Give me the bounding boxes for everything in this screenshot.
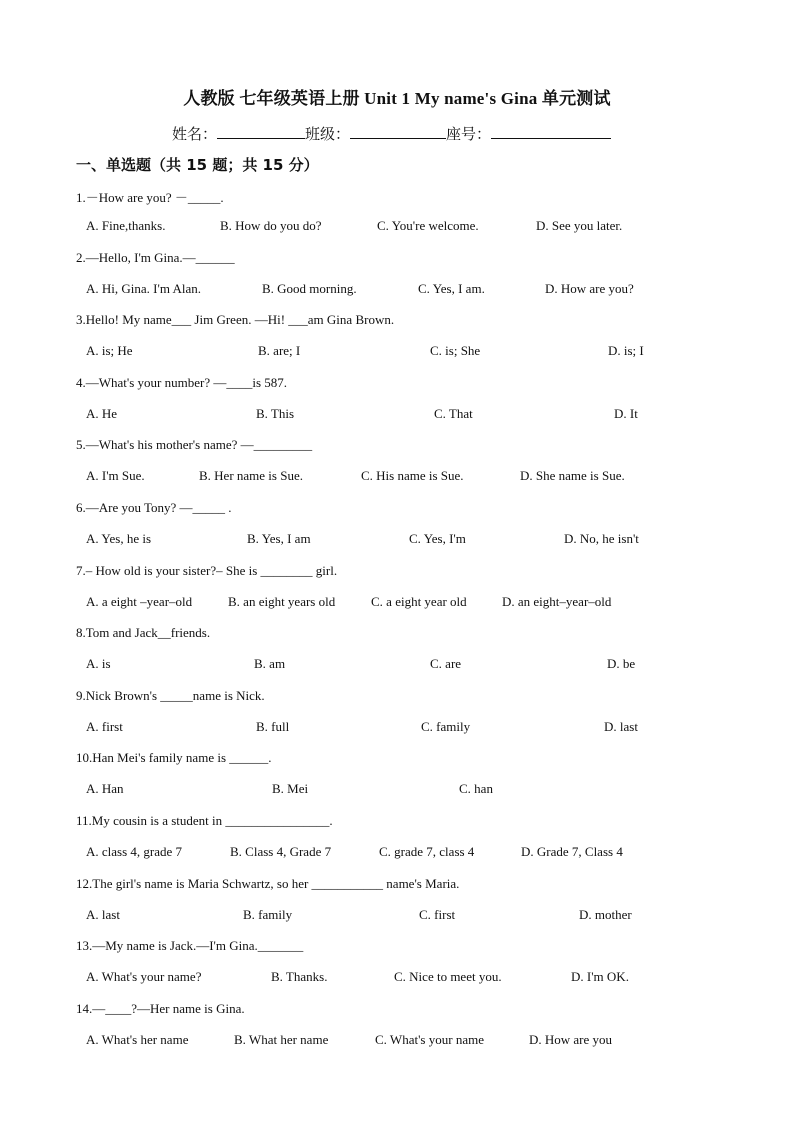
answer-option: C. Nice to meet you. (394, 969, 502, 984)
seat-blank (491, 124, 611, 139)
answer-option: B. am (254, 656, 286, 671)
student-info-line (172, 123, 611, 144)
answer-option: C. His name is Sue. (361, 468, 464, 483)
question-stem: 4.—What's your number? —____is 587. (76, 375, 288, 390)
answer-option: D. Grade 7, Class 4 (521, 844, 623, 859)
question-stem: 12.The girl's name is Maria Schwartz, so her ___________ name's Maria. (76, 876, 460, 891)
answer-option: A. What's her name (86, 1032, 189, 1047)
page-title: 人教版 七年级英语上册 Unit 1 My name's Gina 单元测试 (183, 89, 611, 108)
question-stem: 10.Han Mei's family name is ______. (76, 750, 272, 765)
class-label: 班级： (305, 127, 351, 143)
answer-option: C. are (430, 656, 462, 671)
answer-option: A. What's your name? (86, 969, 202, 984)
question-stem: 11.My cousin is a student in ________________. (76, 813, 333, 828)
answer-option: A. last (86, 907, 120, 922)
name-label: 姓名： (172, 127, 218, 143)
question-stem: 14.—____?—Her name is Gina. (76, 1001, 245, 1016)
answer-option: A. is (86, 656, 111, 671)
answer-option: A. first (86, 719, 123, 734)
answer-option: B. Yes, I am (247, 531, 311, 546)
answer-option: C. What's your name (375, 1032, 484, 1047)
answer-option: D. No, he isn't (564, 531, 639, 546)
answer-option: B. full (256, 719, 290, 734)
answer-option: D. It (614, 406, 638, 421)
answer-option: B. Her name is Sue. (199, 468, 303, 483)
question-stem: 6.—Are you Tony? —_____ . (76, 500, 232, 515)
answer-option: A. He (86, 406, 118, 421)
answer-option: D. is; I (608, 343, 644, 358)
answer-option: D. an eight–year–old (502, 594, 612, 609)
question-stem: 3.Hello! My name___ Jim Green. —Hi! ___am Gina Brown. (76, 312, 395, 327)
answer-option: A. I'm Sue. (86, 468, 145, 483)
class-blank (350, 124, 446, 139)
answer-option: C. Yes, I'm (409, 531, 466, 546)
answer-option: B. How do you do? (220, 218, 322, 233)
answer-option: C. That (434, 406, 473, 421)
answer-option: D. How are you? (545, 281, 634, 296)
answer-option: B. Mei (272, 781, 309, 796)
question-stem: 9.Nick Brown's _____name is Nick. (76, 688, 265, 703)
answer-option: B. Class 4, Grade 7 (230, 844, 332, 859)
answer-option: B. Good morning. (262, 281, 357, 296)
answer-option: B. are; I (258, 343, 301, 358)
name-blank (217, 124, 305, 139)
answer-option: A. is; He (86, 343, 133, 358)
answer-option: A. Yes, he is (86, 531, 152, 546)
answer-option: D. mother (579, 907, 632, 922)
answer-option: B. What her name (234, 1032, 329, 1047)
answer-option: C. han (459, 781, 493, 796)
answer-option: D. be (607, 656, 636, 671)
answer-option: C. a eight year old (371, 594, 467, 609)
question-stem: 2.—Hello, I'm Gina.—______ (76, 250, 235, 265)
answer-option: D. I'm OK. (571, 969, 629, 984)
answer-option: C. grade 7, class 4 (379, 844, 475, 859)
answer-option: D. last (604, 719, 638, 734)
answer-option: D. See you later. (536, 218, 623, 233)
answer-option: C. Yes, I am. (418, 281, 485, 296)
answer-option: B. an eight years old (228, 594, 336, 609)
answer-option: A. Han (86, 781, 124, 796)
answer-option: B. family (243, 907, 293, 922)
question-stem: 1.－How are you? －_____. (76, 190, 224, 205)
answer-option: D. She name is Sue. (520, 468, 625, 483)
answer-option: A. a eight –year–old (86, 594, 193, 609)
question-stem: 7.– How old is your sister?– She is ________ girl. (76, 563, 338, 578)
answer-option: B. Thanks. (271, 969, 328, 984)
question-stem: 5.—What's his mother's name? —_________ (76, 437, 313, 452)
answer-option: C. family (421, 719, 471, 734)
answer-option: A. Hi, Gina. I'm Alan. (86, 281, 201, 296)
answer-option: C. is; She (430, 343, 481, 358)
answer-option: D. How are you (529, 1032, 613, 1047)
section-heading: 一、单选题（共 15 题；共 15 分） (76, 156, 319, 174)
answer-option: A. class 4, grade 7 (86, 844, 183, 859)
question-stem: 13.—My name is Jack.—I'm Gina._______ (76, 938, 304, 953)
question-stem: 8.Tom and Jack__friends. (76, 625, 211, 640)
answer-option: B. This (256, 406, 295, 421)
seat-label: 座号： (446, 127, 492, 143)
answer-option: C. You're welcome. (377, 218, 479, 233)
answer-option: A. Fine,thanks. (86, 218, 166, 233)
answer-option: C. first (419, 907, 456, 922)
